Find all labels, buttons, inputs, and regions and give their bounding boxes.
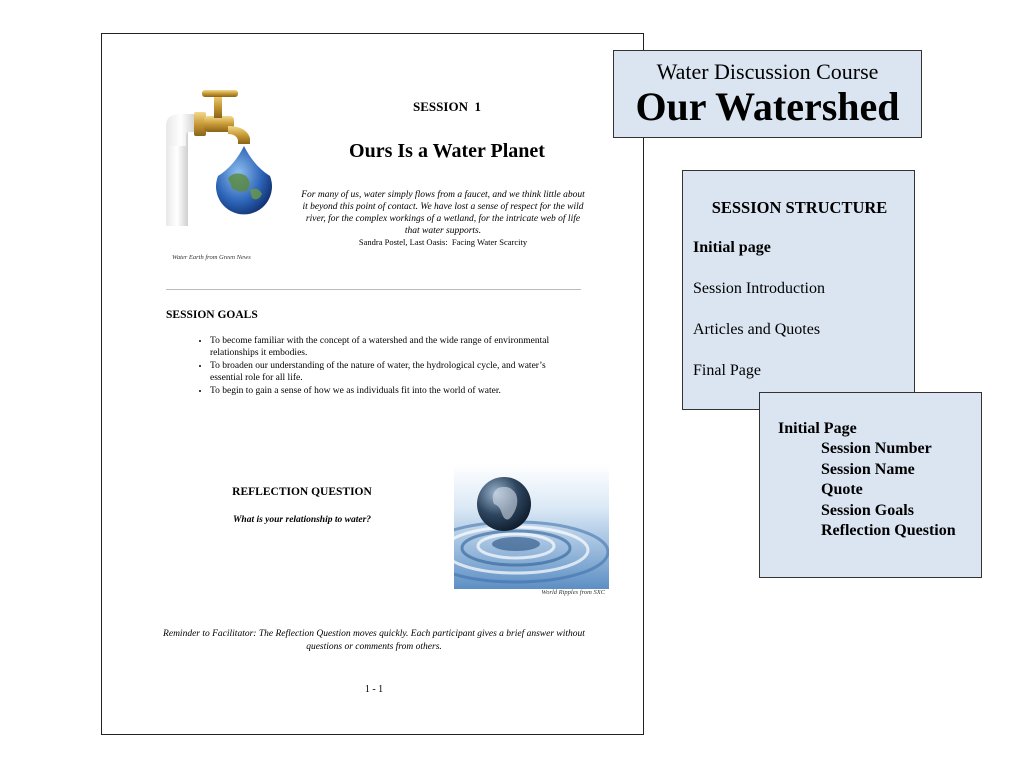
structure-heading: SESSION STRUCTURE — [711, 198, 888, 217]
faucet-earth-drop-image — [166, 86, 276, 226]
quote-source: Sandra Postel, Last Oasis: Facing Water Scarcity — [358, 237, 528, 247]
session-number: SESSION 1 — [413, 99, 481, 114]
initial-page-item: Reflection Question — [821, 522, 956, 539]
faucet-image-caption: Water Earth from Green News — [172, 254, 251, 261]
initial-page-item: Session Name — [821, 461, 915, 478]
page-number: 1 - 1 — [364, 684, 384, 695]
initial-page-heading: Initial Page — [778, 420, 857, 437]
structure-item: Final Page — [693, 362, 761, 379]
session-structure-box — [682, 170, 915, 410]
goal-item: • To begin to gain a sense of how we as individuals fit into the world of water. — [210, 385, 570, 397]
course-name: Water Discussion Course — [656, 59, 879, 84]
divider — [166, 289, 581, 290]
quote: For many of us, water simply flows from a faucet, and we think little about it beyond this point of contact. We have lost a sense of respect for the wild river, for the complex workings of a wetland, for the intricate web of life that water supports. — [301, 190, 585, 236]
reflection-heading: REFLECTION QUESTION — [232, 486, 372, 498]
goals-list — [194, 335, 570, 397]
course-title: Our Watershed — [635, 84, 900, 129]
initial-page-box — [759, 392, 982, 578]
goal-item: • To become familiar with the concept of a watershed and the wide range of environmental relationships it embodies. — [210, 335, 570, 360]
globe-ripples-image — [454, 464, 609, 589]
initial-page-item: Quote — [821, 481, 863, 498]
goals-heading: SESSION GOALS — [166, 309, 258, 321]
initial-page-item: Session Number — [821, 440, 932, 457]
session-title: Ours Is a Water Planet — [349, 140, 545, 162]
structure-item: Session Introduction — [693, 280, 825, 297]
structure-item: Articles and Quotes — [693, 321, 821, 338]
facilitator-reminder: Reminder to Facilitator: The Reflection Question moves quickly. Each participant gives a brief answer without questions or comments from others. — [163, 629, 585, 652]
reflection-question: What is your relationship to water? — [232, 515, 372, 525]
goal-item: • To broaden our understanding of the nature of water, the hydrological cycle, and water’s essential role for all life. — [210, 360, 570, 385]
globe-image-caption: World Ripples from SXC — [541, 589, 605, 596]
document-page — [101, 33, 644, 735]
initial-page-item: Session Goals — [821, 502, 914, 519]
structure-item: Initial page — [693, 239, 771, 256]
course-title-box — [613, 50, 922, 138]
